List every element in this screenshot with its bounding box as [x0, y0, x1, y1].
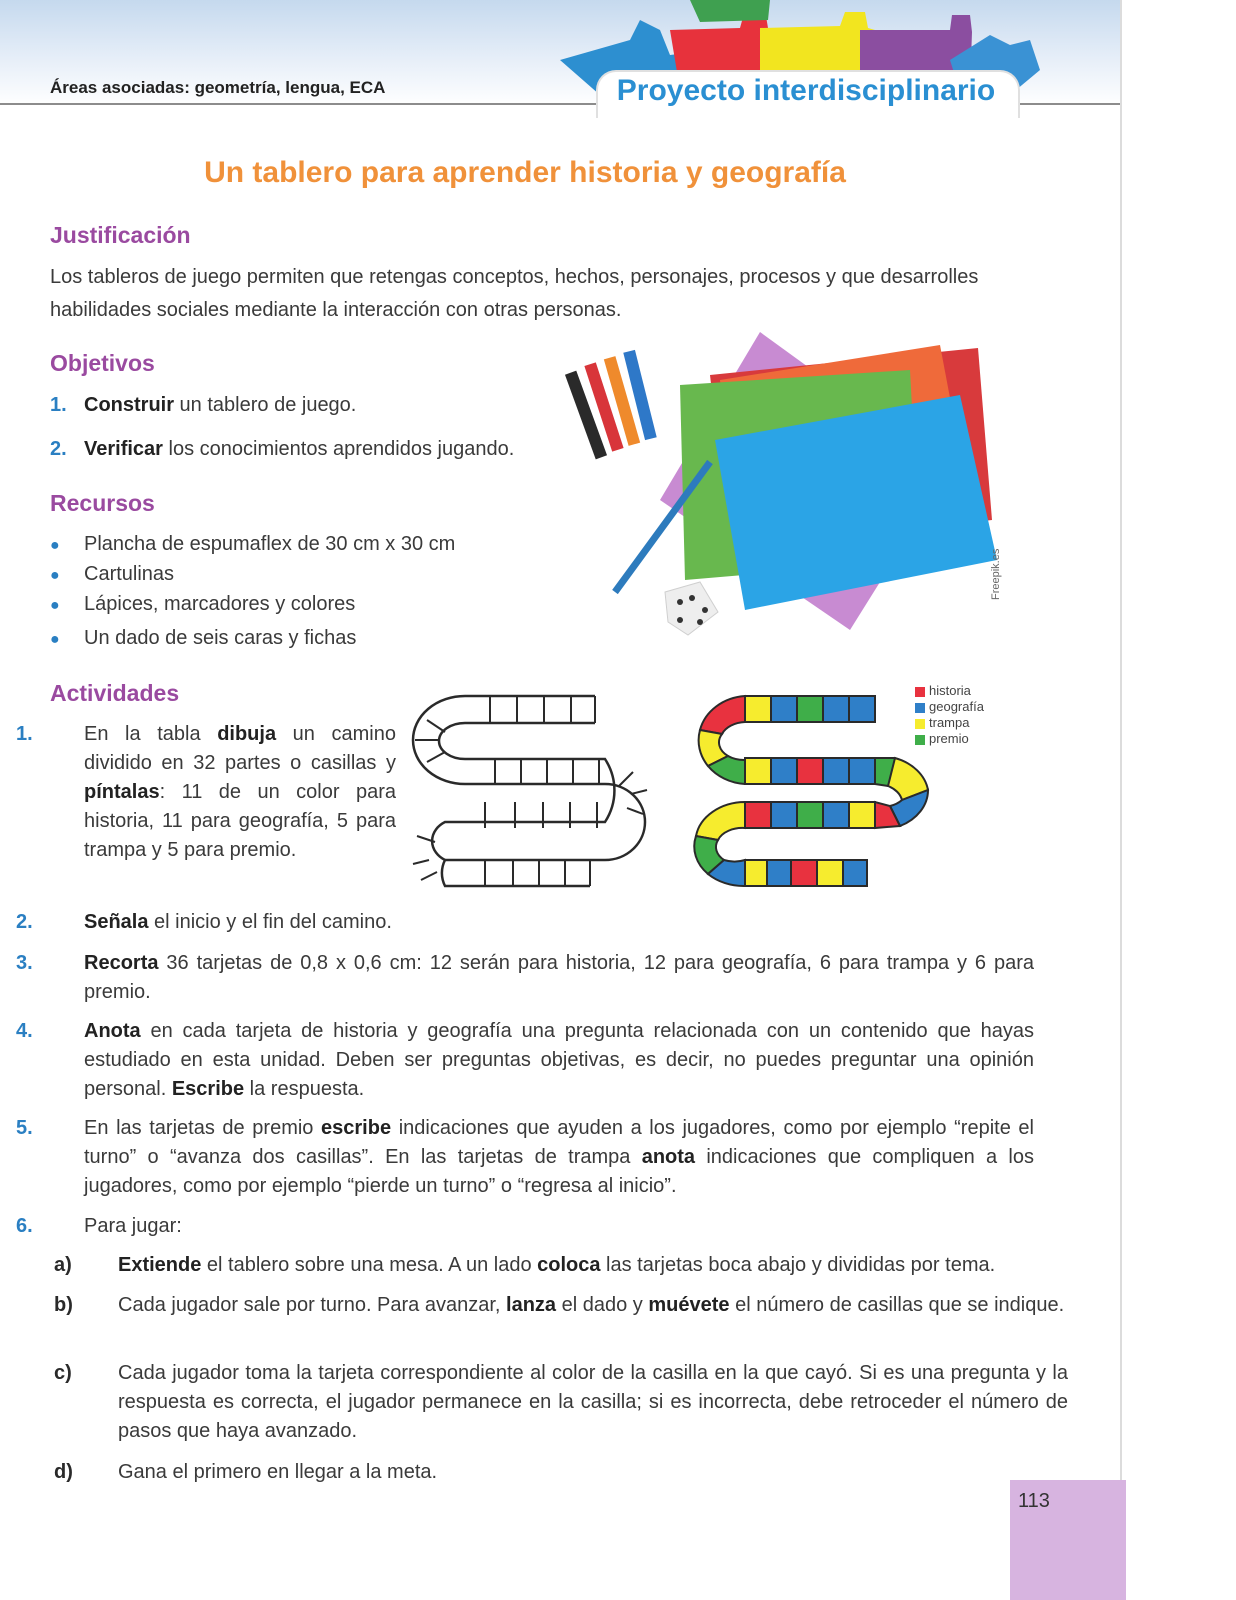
list-item: ● Cartulinas [50, 563, 175, 585]
text-run: Cada jugador toma la tarjeta correspondiente al color de la casilla en la que cayó. Si es una pregunta y la respuesta es correcta, el jugador permanece en la casilla; si es incorrecta, debe retroceder el número de pasos que haya avanzado. [118, 1362, 1068, 1442]
actividad-1 [16, 720, 396, 865]
bold-verb: Señala [84, 911, 149, 933]
bold-verb: muévete [648, 1294, 730, 1316]
colored-board-path [690, 690, 935, 890]
swatch [915, 735, 925, 745]
page-title: Un tablero para aprender historia y geografía [204, 156, 846, 189]
text-run: el tablero sobre una mesa. A un lado [201, 1254, 538, 1276]
actividad-5 [16, 1114, 1035, 1201]
row-4-squares [745, 860, 867, 886]
bold-verb: Extiende [118, 1254, 202, 1276]
step-label: b) [54, 1294, 73, 1316]
paso-b [50, 1291, 1068, 1320]
actividad-2 [16, 908, 1034, 937]
legend-item [915, 731, 984, 747]
legend-item [915, 699, 984, 715]
actividad-4 [16, 1017, 1034, 1104]
markers [565, 350, 657, 459]
bold-verb: coloca [537, 1254, 601, 1276]
text-run: Cada jugador sale por turno. Para avanzar, [118, 1294, 507, 1316]
actividad-number: 2. [16, 911, 33, 933]
text-run: la respuesta. [244, 1078, 365, 1100]
text-run: 36 tarjetas de 0,8 x 0,6 cm: 12 serán para historia, 12 para geografía, 6 para trampa y 6 para premio. [84, 952, 1034, 1003]
empty-board-path [405, 690, 660, 895]
actividad-number: 5. [16, 1117, 33, 1139]
objetivo-text: los conocimientos aprendidos jugando. [162, 438, 515, 460]
text-run: : 11 de un color para historia, 11 para geografía, 5 para trampa y 5 para premio. [84, 781, 396, 861]
swatch [915, 719, 925, 729]
list-item: ● Un dado de seis caras y fichas [50, 627, 357, 649]
project-label: Proyecto interdisciplinario [616, 74, 996, 107]
legend-item [915, 715, 984, 731]
step-label: d) [54, 1461, 73, 1483]
actividad-number: 3. [16, 952, 33, 974]
actividad-number: 6. [16, 1215, 33, 1237]
color-legend [915, 683, 984, 747]
list-item-text: Plancha de espumaflex de 30 cm x 30 cm [84, 533, 456, 555]
objetivo-1 [50, 391, 570, 420]
text-run: el número de casillas que se indique. [729, 1294, 1065, 1316]
left-curve-2 [694, 802, 745, 886]
swatch [915, 703, 925, 713]
legend-label: premio [929, 731, 969, 746]
bold-verb: dibuja [217, 723, 277, 745]
objetivo-verb: Verificar [84, 438, 163, 460]
left-curve-1 [699, 696, 745, 784]
paso-d [50, 1458, 1068, 1487]
text-run: el inicio y el fin del camino. [148, 911, 392, 933]
objetivo-text: un tablero de juego. [174, 394, 357, 416]
paso-a [50, 1251, 1068, 1280]
text-run: Para jugar: [84, 1215, 182, 1237]
text-run: indicaciones que compliquen a los jugadores, como por ejemplo “pierde un turno” o “regresa al inicio”. [84, 1146, 1034, 1197]
text-run: indicaciones que ayuden a los jugadores, como por ejemplo “repite el turno” o “avanza dos casillas”. En las tarjetas de trampa [84, 1117, 1035, 1168]
justificacion-heading: Justificación [50, 222, 191, 248]
list-item-text: Un dado de seis caras y fichas [84, 627, 357, 649]
row-1-squares [745, 696, 875, 722]
row-2-squares [745, 758, 875, 784]
recursos-list [50, 530, 570, 654]
associated-areas: Áreas asociadas: geometría, lengua, ECA [50, 78, 386, 97]
text-run: En las tarjetas de premio [84, 1117, 322, 1139]
materials-illustration [560, 330, 1010, 640]
objetivo-number: 2. [50, 438, 67, 460]
legend-label: geografía [929, 699, 984, 714]
list-item: ● Lápices, marcadores y colores [50, 593, 356, 615]
actividad-6 [16, 1212, 1034, 1241]
step-label: c) [54, 1362, 72, 1384]
text-run: las tarjetas boca abajo y divididas por tema. [600, 1254, 996, 1276]
objetivo-2 [50, 435, 570, 464]
row-3-squares [745, 802, 875, 828]
list-item-text: Cartulinas [84, 563, 175, 585]
swatch [915, 687, 925, 697]
text-run: Gana el primero en llegar a la meta. [118, 1461, 438, 1483]
text-run: en cada tarjeta de historia y geografía una pregunta relacionada con un contenido que hayas estudiado en esta unidad. Deben ser preguntas objetivas, es decir, no puedes preguntar una opinión personal. [84, 1020, 1034, 1100]
actividad-number: 4. [16, 1020, 33, 1042]
legend-label: trampa [929, 715, 970, 730]
image-credit: Freepik.es [990, 548, 1002, 600]
right-curve [875, 758, 928, 828]
bold-verb: escribe [321, 1117, 392, 1139]
text-run: En la tabla [84, 723, 218, 745]
text-run: un camino dividido en 32 partes o casillas y [84, 723, 396, 774]
legend-label: historia [929, 683, 971, 698]
dice-icon [665, 582, 718, 635]
legend-item [915, 683, 984, 699]
bold-verb: Recorta [84, 952, 159, 974]
bold-verb: Escribe [171, 1078, 245, 1100]
paso-c [50, 1359, 1068, 1446]
recursos-heading: Recursos [50, 490, 155, 516]
text-run: el dado y [556, 1294, 649, 1316]
actividad-number: 1. [16, 723, 33, 745]
bold-verb: lanza [506, 1294, 557, 1316]
bold-verb: píntalas [84, 781, 160, 803]
objetivo-verb: Construir [84, 394, 174, 416]
actividades-heading: Actividades [50, 680, 180, 706]
bold-verb: anota [641, 1146, 696, 1168]
page-number: 113 [1018, 1490, 1050, 1512]
list-item-text: Lápices, marcadores y colores [84, 593, 356, 615]
page-edge [1120, 0, 1122, 1600]
step-label: a) [54, 1254, 72, 1276]
bold-verb: Anota [84, 1020, 141, 1042]
objetivo-number: 1. [50, 394, 67, 416]
objetivos-heading: Objetivos [50, 350, 155, 376]
list-item: ● Plancha de espumaflex de 30 cm x 30 cm [50, 533, 456, 555]
actividad-3 [16, 949, 1034, 1007]
justificacion-text: Los tableros de juego permiten que retengas conceptos, hechos, personajes, procesos y que desarrolles habilidades sociales mediante la interacción con otras personas. [50, 266, 979, 321]
